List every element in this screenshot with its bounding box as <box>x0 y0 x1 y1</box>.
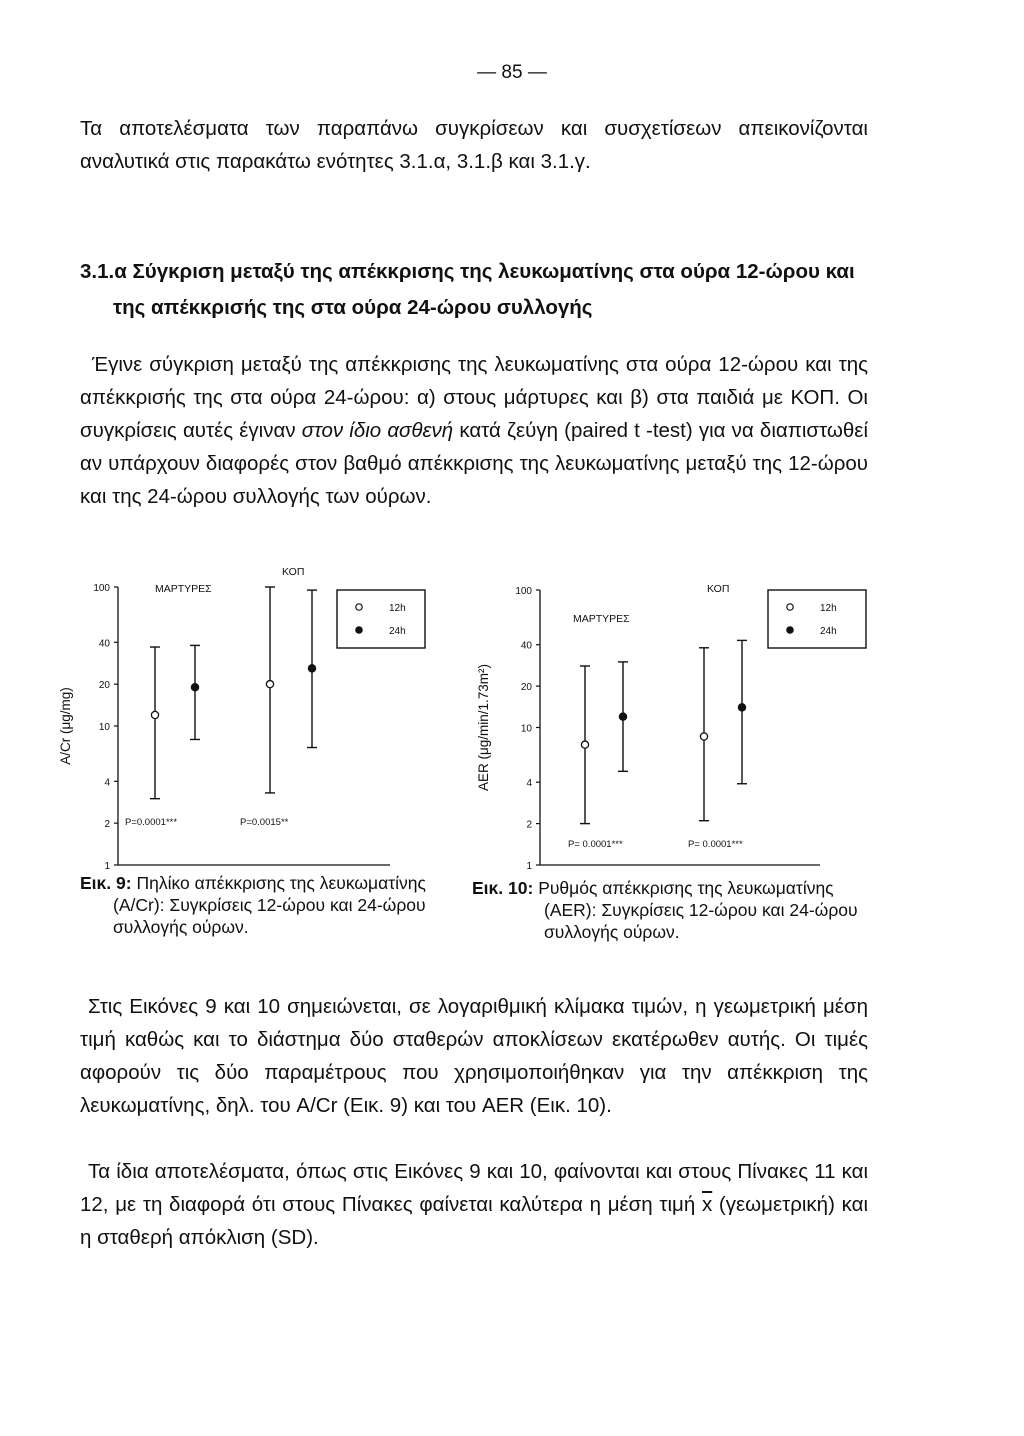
mean-point-24h <box>738 704 745 711</box>
mean-point-24h <box>308 665 315 672</box>
legend-box <box>337 590 425 648</box>
mean-point-12h <box>581 741 588 748</box>
group-label: ΚΟΠ <box>707 583 730 595</box>
figure-10-caption-line-3: συλλογής ούρων. <box>544 922 680 942</box>
mean-point-24h <box>619 713 626 720</box>
figure-9-caption-line-3: συλλογής ούρων. <box>113 917 249 937</box>
section-heading-line-2: της απέκκρισής της στα ούρα 24-ώρου συλλογής <box>113 296 593 319</box>
y-tick-label: 2 <box>526 819 532 831</box>
body-paragraph-2: Στις Εικόνες 9 και 10 σημειώνεται, σε λογαριθμική κλίμακα τιμών, η γεωμετρική μέση τιμή καθώς και το διάστημα δύο σταθερών αποκλίσεων εκατέρωθεν αυτής. Οι τιμές αφορούν τις δύο παραμέτρους που χρησιμοποιήθηκαν για την απέκκριση της λευκωματίνης, δηλ. του A/Cr (Εικ. 9) και του AER (Εικ. 10). <box>80 995 868 1117</box>
figure-10-caption-label: Εικ. 10: <box>472 878 534 898</box>
mean-symbol: $\overline{x}$ <box>701 1193 713 1216</box>
p-value-label: P=0.0001*** <box>125 817 178 828</box>
figure-9-svg <box>50 560 450 880</box>
y-tick-label: 10 <box>98 722 110 733</box>
y-tick-label: 4 <box>104 777 110 789</box>
y-tick-label: 10 <box>520 723 532 735</box>
section-heading-line-1: 3.1.α Σύγκριση μεταξύ της απέκκρισης της λευκωματίνης στα ούρα 12-ώρου και <box>80 260 855 283</box>
mean-point-12h <box>151 711 158 718</box>
y-tick-label: 20 <box>98 680 110 692</box>
figure-10-svg <box>470 560 880 880</box>
body-paragraph-3-part-2: (γεωμετρική) και η σταθερή απόκλιση (SD). <box>80 1193 869 1249</box>
body-paragraph-3 <box>80 1155 868 1254</box>
y-axis-label: A/Cr (μg/mg) <box>58 687 73 765</box>
y-tick-label: 100 <box>515 586 532 597</box>
legend-marker <box>356 627 362 633</box>
body-paragraph-1 <box>80 348 868 513</box>
figure-9-chart <box>50 560 450 880</box>
y-tick-label: 40 <box>98 638 110 650</box>
y-tick-label: 4 <box>526 778 532 790</box>
y-tick-label: 2 <box>104 819 110 831</box>
y-tick-label: 40 <box>520 640 532 652</box>
group-label: ΜΑΡΤΥΡΕΣ <box>573 613 630 625</box>
mean-point-24h <box>191 684 198 691</box>
group-label: ΚΟΠ <box>282 566 305 578</box>
figure-9-caption-line-2: (A/Cr): Συγκρίσεις 12-ώρου και 24-ώρου <box>113 895 426 915</box>
legend-box <box>768 590 866 648</box>
legend-marker <box>787 604 793 610</box>
y-tick-label: 20 <box>520 682 532 694</box>
intro-line-2: αναλυτικά στις παρακάτω ενότητες 3.1.α, 3.1.β και 3.1.γ. <box>80 150 591 173</box>
y-tick-label: 1 <box>526 861 532 872</box>
figure-10-chart <box>470 560 880 880</box>
y-tick-label: 1 <box>104 861 110 872</box>
p-value-label: P= 0.0001*** <box>688 839 743 850</box>
legend-label: 24h <box>820 626 837 637</box>
mean-point-12h <box>266 681 273 688</box>
group-label: ΜΑΡΤΥΡΕΣ <box>155 583 212 595</box>
figure-10-caption-line-1: Ρυθμός απέκκρισης της λευκωματίνης <box>538 878 834 898</box>
intro-line-1: Τα αποτελέσματα των παραπάνω συγκρίσεων και συσχετίσεων απεικονίζονται <box>80 117 868 140</box>
body-paragraph-1-part-2: κατά ζεύγη (paired t -test) για να διαπιστωθεί αν υπάρχουν διαφορές στον βαθμό απέκκρισης της λευκωματίνης μεταξύ της 12-ώρου και της 24-ώρου συλλογής των ούρων. <box>80 419 868 508</box>
body-paragraph-1-part-1: Έγινε σύγκριση μεταξύ της απέκκρισης της λευκωματίνης στα ούρα 12-ώρου και της απέκκρισής της στα ούρα 24-ώρου: α) στους μάρτυρες και β) στα παιδιά με ΚΟΠ. Οι συγκρίσεις αυτές έγιναν <box>80 353 868 442</box>
legend-label: 12h <box>389 603 406 614</box>
mean-point-12h <box>700 733 707 740</box>
figure-10-caption <box>472 877 872 943</box>
p-value-label: P=0.0015** <box>240 817 289 828</box>
page-number: — 85 — <box>477 62 547 83</box>
figure-9-caption-line-1: Πηλίκο απέκκρισης της λευκωματίνης <box>136 873 426 893</box>
figure-9-caption <box>80 872 460 938</box>
y-tick-label: 100 <box>93 583 110 594</box>
legend-marker <box>356 604 362 610</box>
y-axis-label: AER (μg/min/1.73m²) <box>476 663 491 792</box>
p-value-label: P= 0.0001*** <box>568 839 623 850</box>
figure-9-caption-label: Εικ. 9: <box>80 873 132 893</box>
body-paragraph-3-part-1: Τα ίδια αποτελέσματα, όπως στις Εικόνες 9 και 10, φαίνονται και στους Πίνακες 11 και 12, με τη διαφορά ότι στους Πίνακες φαίνεται καλύτερα η μέση τιμή <box>80 1160 868 1216</box>
legend-label: 12h <box>820 603 837 614</box>
figure-10-caption-line-2: (AER): Συγκρίσεις 12-ώρου και 24-ώρου <box>544 900 858 920</box>
legend-label: 24h <box>389 626 406 637</box>
body-paragraph-1-italic: στον ίδιο ασθενή <box>301 419 454 442</box>
legend-marker <box>787 627 793 633</box>
